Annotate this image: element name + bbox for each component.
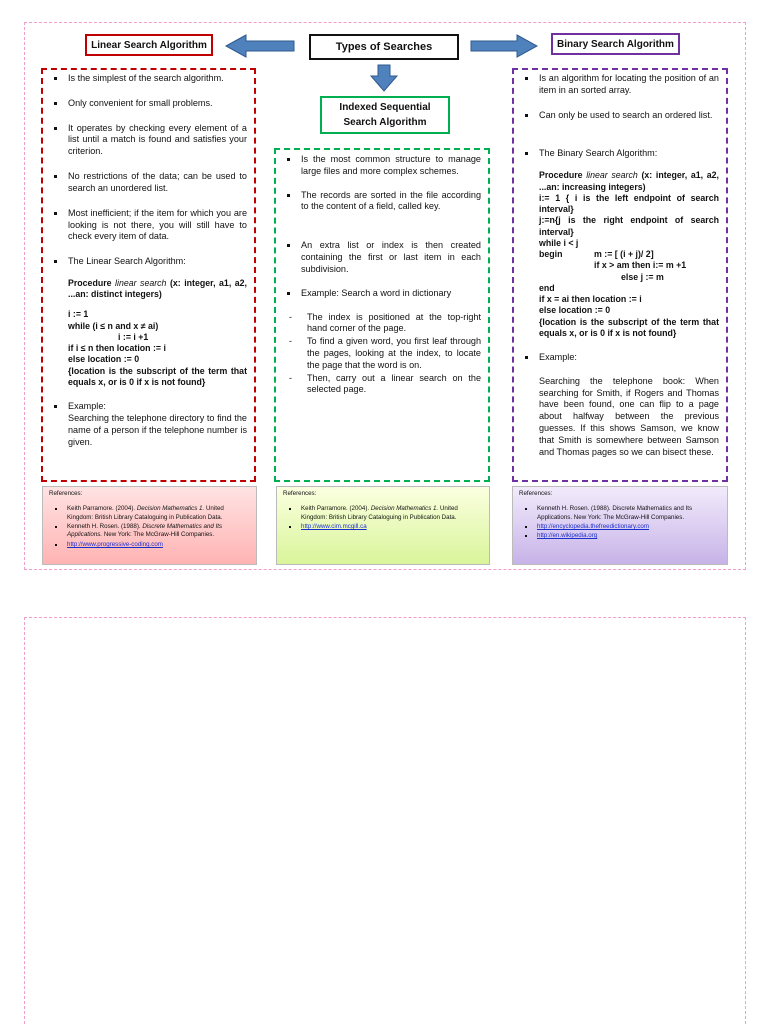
references-label: References: bbox=[49, 490, 83, 497]
code-line: i := i +1 bbox=[118, 331, 149, 342]
linear-bullet: No restrictions of the data; can be used to search an unordered list. bbox=[50, 171, 247, 195]
binary-search-title: Binary Search Algorithm bbox=[551, 33, 680, 55]
page-title: Types of Searches bbox=[309, 34, 459, 60]
binary-algorithm bbox=[521, 148, 719, 339]
code-line: else location := 0 bbox=[539, 305, 611, 316]
binary-bullets bbox=[521, 73, 719, 459]
procedure-keyword: Procedure bbox=[68, 277, 112, 288]
indexed-step: - The index is positioned at the top-right hand corner of the page. bbox=[283, 312, 481, 336]
code-line: i:= 1 { i is the left endpoint of search interval} bbox=[539, 192, 719, 214]
code-line: else j := m bbox=[621, 271, 664, 282]
procedure-keyword: Procedure bbox=[539, 170, 583, 181]
reference-item bbox=[283, 523, 483, 531]
arrow-right-icon bbox=[469, 33, 539, 59]
procedure-name: linear search bbox=[586, 170, 638, 181]
binary-references bbox=[512, 486, 728, 565]
code-comment: {location is the subscript of the term that equals x, or is 0 if x is not found} bbox=[68, 365, 247, 387]
reference-item bbox=[519, 523, 721, 531]
code-keyword: begin bbox=[539, 249, 563, 259]
linear-algo-heading: The Linear Search Algorithm: bbox=[68, 256, 186, 267]
procedure-name: linear search bbox=[115, 277, 167, 288]
code-line: if i ≤ n then location := i bbox=[68, 343, 166, 354]
reference-item bbox=[519, 532, 721, 540]
linear-bullet: It operates by checking every element of a list until a match is found and satisfies your criterion. bbox=[50, 123, 247, 158]
linear-search-title: Linear Search Algorithm bbox=[85, 34, 213, 56]
binary-example bbox=[521, 352, 719, 459]
code-line: while i < j bbox=[539, 237, 579, 248]
reference-link[interactable]: http://www.progressive-coding.com bbox=[67, 540, 163, 548]
procedure-args: (x: integer, a1, a2, ...an: distinct integers) bbox=[68, 277, 247, 300]
code-line: while (i ≤ n and x ≠ ai) bbox=[68, 320, 159, 331]
reference-link[interactable]: http://en.wikipedia.org bbox=[537, 532, 598, 540]
linear-bullet: Only convenient for small problems. bbox=[50, 98, 247, 110]
binary-pseudocode bbox=[539, 170, 719, 339]
indexed-step: - To find a given word, you first leaf through the pages, looking at the index, to locate the page that the word is on. bbox=[283, 336, 481, 371]
procedure-args: (x: integer, a1, a2, ...an: increasing integers) bbox=[539, 170, 719, 192]
code-statement: m := [ (i + j)/ 2] bbox=[594, 249, 654, 259]
reference-item: Keith Parramore. (2004). Decision Mathematics 1. United Kingdom: British Library Cataloguing in Publication Data. bbox=[283, 505, 483, 522]
code-line: i := 1 bbox=[68, 309, 89, 320]
linear-references bbox=[42, 486, 257, 565]
reference-link[interactable]: http://www.cim.mcgill.ca bbox=[301, 523, 367, 531]
example-label: Example: bbox=[68, 401, 106, 412]
indexed-steps bbox=[283, 312, 481, 397]
binary-bullet: Is an algorithm for locating the position of an item in an sorted array. bbox=[521, 73, 719, 97]
binary-search-panel bbox=[512, 68, 728, 482]
example-text: Searching the telephone directory to find the name of a person if the telephone number is given. bbox=[68, 413, 247, 447]
indexed-references bbox=[276, 486, 490, 565]
code-line: end bbox=[539, 282, 555, 293]
reference-item: Keith Parramore. (2004). Decision Mathematics 1. United Kingdom: British Library Cataloguing in Publication Data. bbox=[49, 505, 250, 522]
indexed-search-panel bbox=[274, 148, 490, 482]
code-line bbox=[539, 249, 719, 260]
linear-example bbox=[50, 401, 247, 448]
indexed-bullet: Is the most common structure to manage large files and more complex schemes. bbox=[283, 154, 481, 178]
reference-item: Kenneth H. Rosen. (1988). Discrete Mathematics and Its Applications. New York: The McGraw-Hill Companies. bbox=[49, 523, 250, 540]
example-label: Example: bbox=[539, 352, 577, 362]
reference-link[interactable]: http://encyclopedia.thefreedictionary.com bbox=[537, 523, 650, 531]
code-line: j:=n{j is the right endpoint of search interval} bbox=[539, 215, 719, 237]
indexed-search-title: Indexed Sequential Search Algorithm bbox=[320, 96, 450, 134]
references-label: References: bbox=[283, 490, 317, 497]
arrow-down-icon bbox=[369, 64, 399, 92]
example-text: Searching the telephone book: When searching for Smith, if Rogers and Thomas have been found, one can flip to a page about halfway between the previous guesses. If this shows Samson, we know that Smith is somewhere between Samson and Thomas pages so we can bisect these. bbox=[539, 375, 719, 457]
linear-bullet: Is the simplest of the search algorithm. bbox=[50, 73, 247, 85]
references-label: References: bbox=[519, 490, 553, 497]
arrow-left-icon bbox=[224, 33, 296, 59]
indexed-bullets bbox=[283, 154, 481, 300]
linear-search-panel bbox=[41, 68, 256, 482]
linear-bullets bbox=[50, 73, 247, 448]
indexed-bullet: An extra list or index is then created containing the first or last item in each subdivision. bbox=[283, 240, 481, 275]
page-two-blank bbox=[24, 617, 746, 1024]
code-line: else location := 0 bbox=[68, 354, 140, 365]
code-comment: {location is the subscript of the term that equals x, or is 0 if x is not found} bbox=[539, 316, 719, 338]
code-line: if x = ai then location := i bbox=[539, 294, 642, 304]
linear-algorithm bbox=[50, 256, 247, 388]
reference-item bbox=[49, 541, 250, 549]
reference-item: Kenneth H. Rosen. (1988). Discrete Mathematics and Its Applications. New York: The McGraw-Hill Companies. bbox=[519, 505, 721, 522]
binary-bullet: Can only be used to search an ordered list. bbox=[521, 110, 719, 122]
linear-bullet: Most inefficient; if the item for which you are looking is not there, you will still have to check every item of data. bbox=[50, 208, 247, 243]
indexed-bullet: The records are sorted in the file according to the content of a field, called key. bbox=[283, 190, 481, 214]
indexed-step: - Then, carry out a linear search on the selected page. bbox=[283, 373, 481, 397]
binary-algo-heading: The Binary Search Algorithm: bbox=[539, 148, 658, 159]
indexed-bullet: Example: Search a word in dictionary bbox=[283, 288, 481, 300]
code-line: if x > am then i:= m +1 bbox=[594, 260, 687, 271]
linear-pseudocode bbox=[68, 278, 247, 388]
